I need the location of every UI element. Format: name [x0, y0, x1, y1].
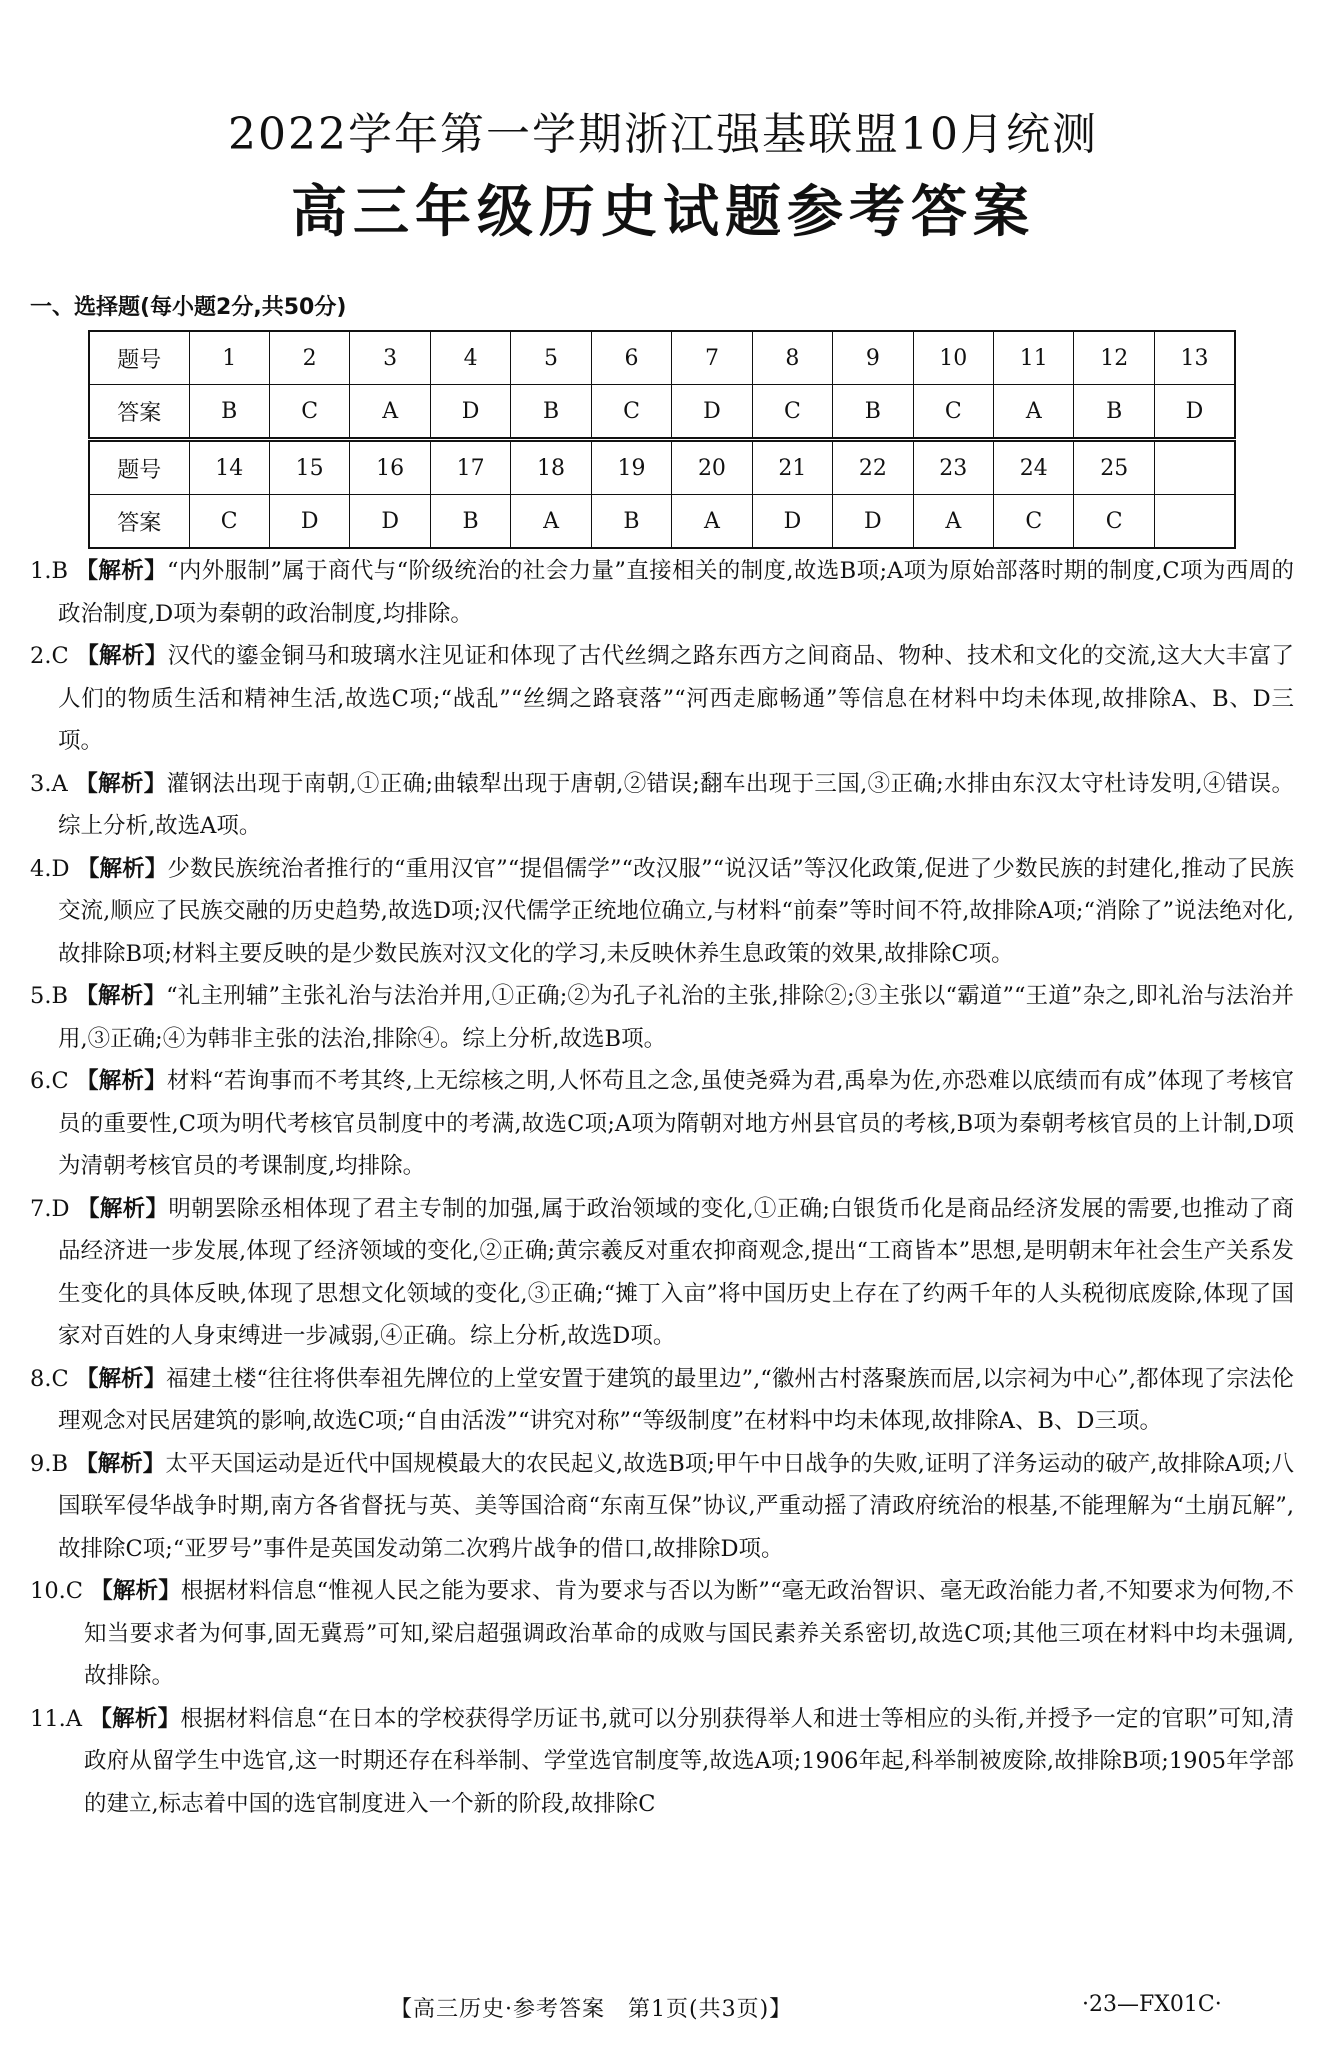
row-label-answer: 答案 — [89, 495, 189, 549]
explanation-number: 10.C — [30, 1578, 83, 1604]
answer-cell: A — [672, 495, 752, 549]
row-label-question: 题号 — [89, 440, 189, 495]
row-label-answer: 答案 — [89, 385, 189, 440]
answer-table-row-questions-2 — [89, 440, 1235, 495]
answer-cell: D — [672, 385, 752, 440]
explanation-item — [30, 550, 1294, 635]
explanation-text: 灌钢法出现于南朝,①正确;曲辕犁出现于唐朝,②错误;翻车出现于三国,③正确;水排由东汉太守杜诗发明,④错误。综上分析,故选A项。 — [58, 770, 1294, 839]
footer-code: ·23—FX01C· — [1082, 1992, 1222, 2017]
question-number: 21 — [752, 440, 832, 495]
answer-cell: B — [189, 385, 269, 440]
analysis-tag: 【解析】 — [89, 1705, 181, 1732]
question-number: 13 — [1154, 331, 1235, 385]
answer-table-row-answers-2 — [89, 495, 1235, 549]
question-number: 12 — [1074, 331, 1154, 385]
question-number: 24 — [994, 440, 1074, 495]
answer-cell: C — [913, 385, 993, 440]
explanation-number: 9.B — [30, 1450, 69, 1477]
explanation-number: 2.C — [30, 643, 69, 669]
explanation-number: 6.C — [30, 1068, 69, 1094]
question-number — [1154, 440, 1235, 495]
answer-cell: D — [430, 385, 510, 440]
answer-cell: A — [350, 385, 430, 440]
question-number: 18 — [511, 440, 591, 495]
exam-title-line1: 2022学年第一学期浙江强基联盟10月统测 — [228, 109, 1098, 160]
explanation-item — [30, 1358, 1294, 1443]
answer-cell: C — [752, 385, 832, 440]
answer-table — [88, 330, 1236, 549]
explanation-number: 3.A — [30, 770, 68, 797]
question-number: 15 — [269, 440, 349, 495]
analysis-tag: 【解析】 — [75, 1450, 166, 1477]
answer-cell: B — [511, 385, 591, 440]
explanation-number: 4.D — [30, 855, 70, 882]
answer-cell: D — [833, 495, 913, 549]
answer-cell: B — [591, 495, 671, 549]
answer-cell: D — [350, 495, 430, 549]
explanation-item — [30, 1570, 1294, 1698]
explanation-number: 5.B — [30, 983, 69, 1009]
explanation-number: 1.B — [30, 558, 69, 584]
answer-cell — [1154, 495, 1235, 549]
explanation-number: 8.C — [30, 1365, 69, 1392]
explanation-item — [30, 1698, 1294, 1826]
explanation-text: 少数民族统治者推行的“重用汉官”“提倡儒学”“改汉服”“说汉话”等汉化政策,促进了少数民族的封建化,推动了民族交流,顺应了民族交融的历史趋势,故选D项;汉代儒学正统地位确立,与材料“前秦”等时间不符,故排除A项;“消除了”说法绝对化,故排除B项;材料主要反映的是少数民族对汉文化的学习,未反映休养生息政策的效果,故排除C项。 — [58, 855, 1294, 967]
explanation-item — [30, 1060, 1294, 1188]
answer-cell: D — [269, 495, 349, 549]
analysis-tag: 【解析】 — [76, 643, 168, 669]
question-number: 10 — [913, 331, 993, 385]
answer-cell: B — [1074, 385, 1154, 440]
explanation-number: 7.D — [30, 1195, 70, 1222]
explanation-text: 明朝罢除丞相体现了君主专制的加强,属于政治领域的变化,①正确;白银货币化是商品经济发展的需要,也推动了商品经济进一步发展,体现了经济领域的变化,②正确;黄宗羲反对重农抑商观念,提出“工商皆本”思想,是明朝末年社会生产关系发生变化的具体反映,体现了思想文化领域的变化,③正确;“摊丁入亩”将中国历史上存在了约两千年的人头税彻底废除,体现了国家对百姓的人身束缚进一步减弱,④正确。综上分析,故选D项。 — [58, 1195, 1294, 1349]
explanation-text: 汉代的鎏金铜马和玻璃水注见证和体现了古代丝绸之路东西方之间商品、物种、技术和文化的交流,这大大丰富了人们的物质生活和精神生活,故选C项;“战乱”“丝绸之路衰落”“河西走廊畅通”等信息在材料中均未体现,故排除A、B、D三项。 — [58, 643, 1294, 754]
section-heading-choice: 一、选择题(每小题2分,共50分) — [30, 295, 347, 320]
analysis-tag: 【解析】 — [75, 770, 167, 797]
answer-cell: A — [511, 495, 591, 549]
question-number: 20 — [672, 440, 752, 495]
explanation-text: 根据材料信息“在日本的学校获得学历证书,就可以分别获得举人和进士等相应的头衔,并授予一定的官职”可知,清政府从留学生中选官,这一时期还存在科举制、学堂选官制度等,故选A项;1906年起,科举制被废除,故排除B项;1905年学部的建立,标志着中国的选官制度进入一个新的阶段,故排除C — [84, 1705, 1294, 1817]
answer-cell: D — [752, 495, 832, 549]
question-number: 14 — [189, 440, 269, 495]
analysis-tag: 【解析】 — [77, 1195, 169, 1222]
question-number: 5 — [511, 331, 591, 385]
footer-page-info: 【高三历史·参考答案 第1页(共3页)】 — [390, 1997, 793, 2022]
explanation-item — [30, 975, 1294, 1060]
explanation-item — [30, 848, 1294, 976]
answer-cell: C — [189, 495, 269, 549]
answer-cell: A — [994, 385, 1074, 440]
answer-table-row-questions-1 — [89, 331, 1235, 385]
explanation-text: 材料“若询事而不考其终,上无综核之明,人怀苟且之念,虽使尧舜为君,禹皋为佐,亦恐难以底绩而有成”体现了考核官员的重要性,C项为明代考核官员制度中的考满,故选C项;A项为隋朝对地方州县官员的考核,B项为秦朝考核官员的上计制,D项为清朝考核官员的考课制度,均排除。 — [58, 1068, 1294, 1179]
row-label-question: 题号 — [89, 331, 189, 385]
explanation-item — [30, 1443, 1294, 1571]
analysis-tag: 【解析】 — [76, 1068, 167, 1094]
explanation-item — [30, 763, 1294, 848]
explanation-text: 福建土楼“往往将供奉祖先牌位的上堂安置于建筑的最里边”,“徽州古村落聚族而居,以宗祠为中心”,都体现了宗法伦理观念对民居建筑的影响,故选C项;“自由活泼”“讲究对称”“等级制度”在材料中均未体现,故排除A、B、D三项。 — [58, 1365, 1294, 1434]
explanation-item — [30, 635, 1294, 763]
answer-cell: A — [913, 495, 993, 549]
question-number: 25 — [1074, 440, 1154, 495]
question-number: 16 — [350, 440, 430, 495]
analysis-tag: 【解析】 — [76, 855, 168, 882]
question-number: 19 — [591, 440, 671, 495]
question-number: 4 — [430, 331, 510, 385]
question-number: 11 — [994, 331, 1074, 385]
explanation-text: 太平天国运动是近代中国规模最大的农民起义,故选B项;甲午中日战争的失败,证明了洋务运动的破产,故排除A项;八国联军侵华战争时期,南方各省督抚与英、美等国洽商“东南互保”协议,严重动摇了清政府统治的根基,不能理解为“土崩瓦解”,故排除C项;“亚罗号”事件是英国发动第二次鸦片战争的借口,故排除D项。 — [58, 1450, 1294, 1562]
analysis-tag: 【解析】 — [75, 983, 167, 1009]
answer-cell: C — [591, 385, 671, 440]
question-number: 22 — [833, 440, 913, 495]
answer-cell: C — [994, 495, 1074, 549]
answer-cell: B — [833, 385, 913, 440]
question-number: 8 — [752, 331, 832, 385]
answer-cell: D — [1154, 385, 1235, 440]
answer-table-row-answers-1 — [89, 385, 1235, 440]
explanation-text: 根据材料信息“惟视人民之能为要求、肯为要求与否以为断”“毫无政治智识、毫无政治能力者,不知要求为何物,不知当要求者为何事,固无冀焉”可知,梁启超强调政治革命的成败与国民素养关系密切,故选C项;其他三项在材料中均未强调,故排除。 — [84, 1578, 1294, 1689]
answer-cell: C — [269, 385, 349, 440]
exam-title-line2: 高三年级历史试题参考答案 — [291, 180, 1035, 245]
explanations-list — [30, 550, 1294, 1825]
answer-cell: C — [1074, 495, 1154, 549]
analysis-tag: 【解析】 — [90, 1578, 181, 1604]
question-number: 23 — [913, 440, 993, 495]
explanation-item — [30, 1188, 1294, 1358]
question-number: 3 — [350, 331, 430, 385]
explanation-text: “礼主刑辅”主张礼治与法治并用,①正确;②为孔子礼治的主张,排除②;③主张以“霸道”“王道”杂之,即礼治与法治并用,③正确;④为韩非主张的法治,排除④。综上分析,故选B项。 — [58, 983, 1294, 1052]
answer-cell: B — [430, 495, 510, 549]
analysis-tag: 【解析】 — [75, 558, 168, 584]
explanation-text: “内外服制”属于商代与“阶级统治的社会力量”直接相关的制度,故选B项;A项为原始部落时期的制度,C项为西周的政治制度,D项为秦朝的政治制度,均排除。 — [58, 558, 1294, 627]
question-number: 1 — [189, 331, 269, 385]
question-number: 7 — [672, 331, 752, 385]
question-number: 9 — [833, 331, 913, 385]
question-number: 2 — [269, 331, 349, 385]
analysis-tag: 【解析】 — [75, 1365, 167, 1392]
explanation-number: 11.A — [30, 1705, 83, 1732]
question-number: 6 — [591, 331, 671, 385]
question-number: 17 — [430, 440, 510, 495]
